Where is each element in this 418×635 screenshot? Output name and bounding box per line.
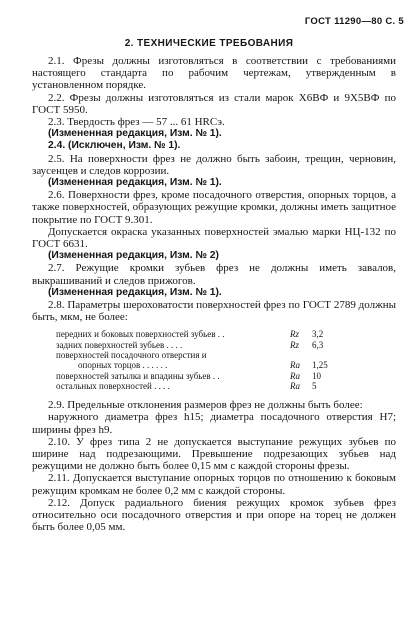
table-row bbox=[56, 329, 342, 339]
row-label: опорных торцов . . . . . . bbox=[78, 360, 168, 371]
paragraph-2-5: 2.5. На поверхности фрез не должно быть забоин, трещин, черновин, заусенцев и следов коррозии. bbox=[32, 152, 396, 177]
paragraph-2-9-detail: наружного диаметра фрез h15; диаметра посадочного отверстия H7; ширины фрез h9. bbox=[32, 411, 396, 436]
row-symbol: Rz bbox=[290, 339, 299, 350]
table-row bbox=[56, 340, 342, 350]
table-row bbox=[56, 371, 342, 381]
amendment-note: (Измененная редакция, Изм. № 1). bbox=[48, 177, 222, 189]
row-symbol: Ra bbox=[290, 360, 300, 371]
row-label: передних и боковых поверхностей зубьев . . bbox=[56, 329, 225, 340]
row-value: 10 bbox=[312, 370, 321, 381]
row-symbol: Rz bbox=[290, 329, 299, 340]
paragraph-2-12: 2.12. Допуск радиального биения режущих кромок зубьев фрез относительно оси посадочного отверстия и при опоре на торец не должен быть более 0,05 мм. bbox=[32, 496, 396, 534]
document-body bbox=[32, 55, 396, 533]
paragraph-2-2: 2.2. Фрезы должны изготовляться из стали марок Х6ВФ и 9Х5ВФ по ГОСТ 5950. bbox=[32, 91, 396, 116]
row-label: остальных поверхностей . . . . bbox=[56, 380, 170, 391]
paragraph-2-6: 2.6. Поверхности фрез, кроме посадочного отверстия, опорных торцов, а также поверхностей, образующих режущие кромки, должны иметь защитное покрытие по ГОСТ 9.301. bbox=[32, 189, 396, 226]
row-value: 1,25 bbox=[312, 360, 328, 371]
table-row bbox=[56, 360, 342, 370]
page-header: ГОСТ 11290—80 С. 5 bbox=[304, 16, 404, 27]
table-row bbox=[56, 381, 342, 391]
paragraph-2-8: 2.8. Параметры шероховатости поверхностей фрез по ГОСТ 2789 должны быть, мкм, не более: bbox=[32, 299, 396, 324]
section-title: 2. ТЕХНИЧЕСКИЕ ТРЕБОВАНИЯ bbox=[124, 38, 294, 49]
paragraph-2-9: 2.9. Предельные отклонения размеров фрез не должны быть более: bbox=[48, 399, 363, 412]
row-value: 5 bbox=[312, 380, 317, 391]
paragraph-2-7: 2.7. Режущие кромки зубьев фрез не должны иметь завалов, выкрашиваний и следов прижогов. bbox=[32, 262, 396, 287]
row-symbol bbox=[290, 350, 312, 360]
table-row bbox=[56, 350, 342, 360]
paragraph-2-3: 2.3. Твердость фрез — 57 ... 61 HRCэ. bbox=[48, 116, 225, 129]
row-value: 6,3 bbox=[312, 339, 324, 350]
row-value bbox=[312, 350, 342, 360]
row-symbol: Ra bbox=[290, 370, 300, 381]
row-label: поверхностей затылка и впадины зубьев . . bbox=[56, 370, 220, 381]
paragraph-2-6-note: Допускается окраска указанных поверхностей эмалью марки НЦ-132 по ГОСТ 6631. bbox=[32, 225, 396, 251]
amendment-note: (Измененная редакция, Изм. № 2) bbox=[48, 250, 219, 262]
row-symbol: Ra bbox=[290, 380, 300, 391]
amendment-note: (Измененная редакция, Изм. № 1). bbox=[48, 286, 222, 298]
row-label: поверхностей посадочного отверстия и bbox=[56, 350, 207, 361]
amendment-note: (Измененная редакция, Изм. № 1). bbox=[48, 128, 222, 140]
paragraph-2-10: 2.10. У фрез типа 2 не допускается выступание режущих зубьев по ширине над подрезающими. Превышение подрезающих зубьев над режущими не должно быть более 0,15 мм с каждой стороны фрезы. bbox=[32, 435, 396, 473]
row-value: 3,2 bbox=[312, 329, 324, 340]
paragraph-2-4: 2.4. (Исключен, Изм. № 1). bbox=[48, 140, 181, 152]
paragraph-2-1: 2.1. Фрезы должны изготовляться в соответствии с требованиями настоящего стандарта по рабочим чертежам, утвержденным в установленном порядке. bbox=[32, 55, 396, 92]
roughness-table bbox=[56, 329, 342, 391]
paragraph-2-11: 2.11. Допускается выступание опорных торцов по отношению к боковым режущим кромкам не более 0,2 мм с каждой стороны. bbox=[32, 472, 396, 497]
row-label: задних поверхностей зубьев . . . . bbox=[56, 339, 183, 350]
